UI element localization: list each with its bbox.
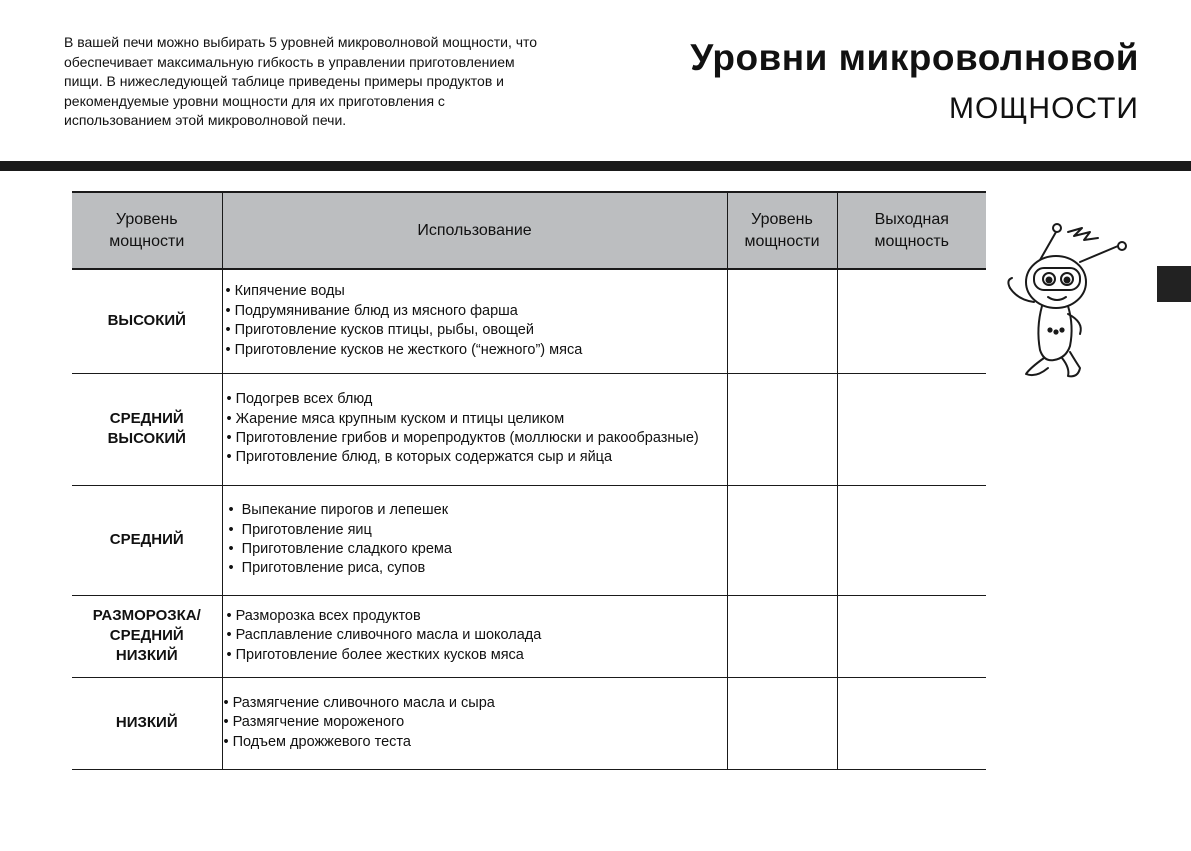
list-item: • Приготовление более жестких кусков мяса <box>227 646 727 665</box>
intro-line: В вашей печи можно выбирать 5 уровней микроволновой мощности, что <box>64 34 538 50</box>
output-power-cell <box>837 485 986 595</box>
list-item: • Разморозка всех продуктов <box>227 607 727 626</box>
list-item: • Кипячение воды <box>226 282 727 301</box>
usage-list <box>223 694 727 752</box>
header-power-level: Уровень мощности <box>72 192 222 269</box>
list-item: • Расплавление сливочного масла и шоколада <box>227 626 727 645</box>
intro-line: пищи. В нижеследующей таблице приведены примеры продуктов и <box>64 73 504 90</box>
list-item: • Приготовление кусков птицы, рыбы, овощей <box>226 321 727 340</box>
intro-paragraph <box>64 33 624 131</box>
table-row <box>72 269 986 373</box>
output-power-cell <box>837 677 986 769</box>
output-power-cell <box>837 269 986 373</box>
list-item: • Приготовление кусков не жесткого (“нежного”) мяса <box>226 341 727 360</box>
mascot-character-icon <box>1000 218 1130 380</box>
table-header-row <box>72 192 986 269</box>
list-item: • Подрумянивание блюд из мясного фарша <box>226 302 727 321</box>
usage-cell <box>222 677 727 769</box>
level-cell: ВЫСОКИЙ <box>72 269 222 373</box>
table-row <box>72 485 986 595</box>
list-item: • Подъем дрожжевого теста <box>224 733 727 752</box>
table-row <box>72 677 986 769</box>
power-levels-table <box>72 191 986 770</box>
usage-list <box>223 607 727 665</box>
usage-list <box>223 501 727 579</box>
level-cell: СРЕДНИЙ <box>72 485 222 595</box>
output-power-cell <box>837 373 986 485</box>
table-row <box>72 595 986 677</box>
header-output-power: Выходная мощность <box>837 192 986 269</box>
level-cell: НИЗКИЙ <box>72 677 222 769</box>
table-row <box>72 373 986 485</box>
list-item: • Подогрев всех блюд <box>227 390 727 409</box>
usage-cell <box>222 269 727 373</box>
list-item: • Приготовление яиц <box>229 521 727 540</box>
usage-cell <box>222 485 727 595</box>
output-power-cell <box>837 595 986 677</box>
list-item: • Приготовление риса, супов <box>229 559 727 578</box>
section-tab-marker <box>1157 266 1191 302</box>
usage-cell <box>222 373 727 485</box>
intro-line: использованием этой микроволновой печи. <box>64 112 347 129</box>
list-item: • Размягчение сливочного масла и сыра <box>224 694 727 713</box>
list-item: • Приготовление сладкого крема <box>229 540 727 559</box>
power-level-cell <box>727 373 837 485</box>
page-title: Уровни микроволновой <box>690 37 1139 78</box>
list-item: • Размягчение мороженого <box>224 713 727 732</box>
usage-list <box>223 282 727 360</box>
power-level-cell <box>727 485 837 595</box>
usage-cell <box>222 595 727 677</box>
level-cell: РАЗМОРОЗКА/ СРЕДНИЙ НИЗКИЙ <box>72 595 222 677</box>
header-divider <box>0 161 1191 171</box>
intro-line: обеспечивает максимальную гибкость в управлении приготовлением <box>64 53 515 70</box>
usage-list <box>223 390 727 468</box>
power-level-cell <box>727 677 837 769</box>
power-level-cell <box>727 269 837 373</box>
level-cell: СРЕДНИЙ ВЫСОКИЙ <box>72 373 222 485</box>
header-power-level-2: Уровень мощности <box>727 192 837 269</box>
list-item: • Приготовление блюд, в которых содержатся сыр и яйца <box>227 448 727 467</box>
list-item: • Выпекание пирогов и лепешек <box>229 501 727 520</box>
intro-line: рекомендуемые уровни мощности для их приготовления с <box>64 92 445 109</box>
list-item: • Приготовление грибов и морепродуктов (моллюски и ракообразные) <box>227 429 727 448</box>
power-level-cell <box>727 595 837 677</box>
header-usage: Использование <box>222 192 727 269</box>
page-subtitle: МОЩНОСТИ <box>948 92 1139 125</box>
list-item: • Жарение мяса крупным куском и птицы целиком <box>227 410 727 429</box>
